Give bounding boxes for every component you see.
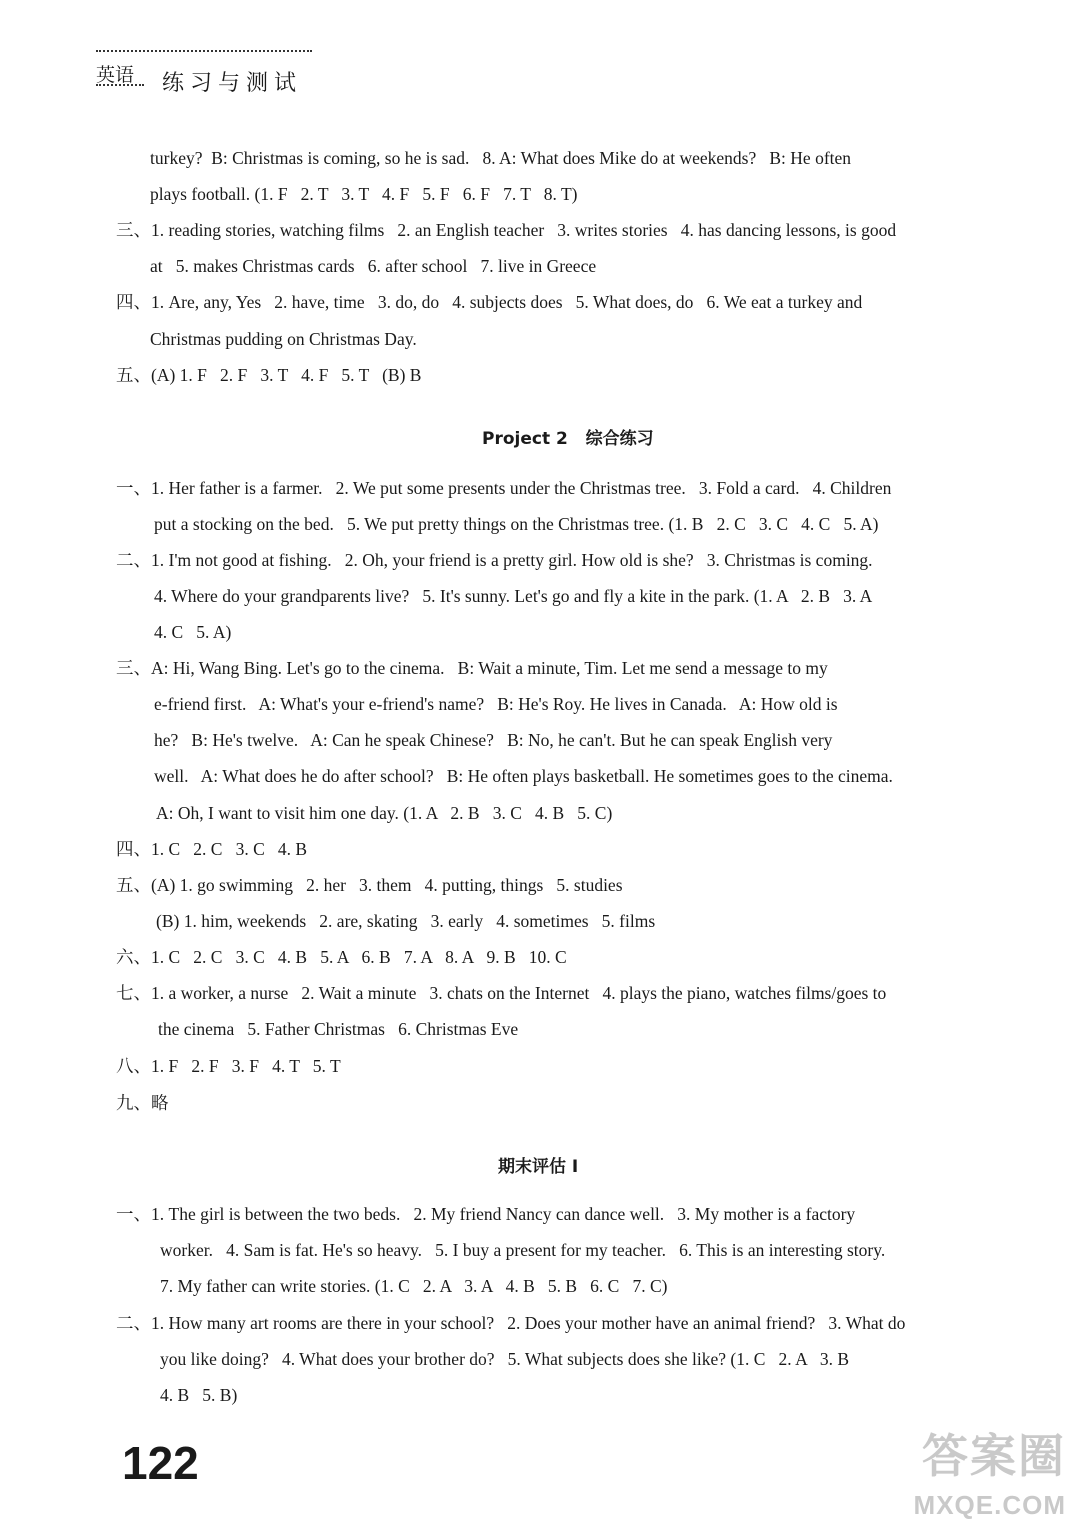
answer-line: 四、1. C 2. C 3. C 4. B bbox=[116, 839, 308, 859]
watermark-logo-text: 答案圈 bbox=[922, 1429, 1066, 1483]
section-heading-project2: Project 2 综合练习 bbox=[482, 429, 654, 449]
answer-line: Christmas pudding on Christmas Day. bbox=[150, 329, 417, 349]
header-subject-underline bbox=[96, 84, 144, 86]
answer-line: you like doing? 4. What does your brother do? 5. What subjects does she like? (1. C 2. A 3. B bbox=[160, 1349, 850, 1369]
header-title: 练习与测试 bbox=[162, 71, 303, 96]
answer-line: worker. 4. Sam is fat. He's so heavy. 5. I buy a present for my teacher. 6. This is an interesting story. bbox=[160, 1240, 886, 1260]
header-subject: 英语 bbox=[96, 64, 135, 86]
answer-line: 4. Where do your grandparents live? 5. It's sunny. Let's go and fly a kite in the park. (1. A 2. B 3. A bbox=[154, 586, 873, 606]
answer-line: 7. My father can write stories. (1. C 2. A 3. A 4. B 5. B 6. C 7. C) bbox=[160, 1276, 668, 1296]
watermark bbox=[900, 1420, 1072, 1532]
page-number: 122 bbox=[122, 1437, 199, 1489]
answer-line: 一、1. Her father is a farmer. 2. We put some presents under the Christmas tree. 3. Fold a card. 4. Children bbox=[116, 478, 892, 498]
answer-line: the cinema 5. Father Christmas 6. Christmas Eve bbox=[158, 1019, 519, 1039]
answer-line: 八、1. F 2. F 3. F 4. T 5. T bbox=[116, 1056, 341, 1076]
answer-line: 五、(A) 1. go swimming 2. her 3. them 4. putting, things 5. studies bbox=[116, 875, 623, 895]
answer-line: 七、1. a worker, a nurse 2. Wait a minute 3. chats on the Internet 4. plays the piano, watches films/goes to bbox=[116, 983, 887, 1003]
answer-line: 五、(A) 1. F 2. F 3. T 4. F 5. T (B) B bbox=[116, 365, 422, 385]
answer-line: 四、1. Are, any, Yes 2. have, time 3. do, do 4. subjects does 5. What does, do 6. We eat a turkey and bbox=[116, 292, 863, 312]
answer-line: 二、1. I'm not good at fishing. 2. Oh, your friend is a pretty girl. How old is she? 3. Christmas is coming. bbox=[116, 550, 873, 570]
answer-line: 六、1. C 2. C 3. C 4. B 5. A 6. B 7. A 8. A 9. B 10. C bbox=[116, 947, 567, 967]
header-dotted-rule bbox=[96, 50, 312, 52]
answer-line: (B) 1. him, weekends 2. are, skating 3. early 4. sometimes 5. films bbox=[156, 911, 656, 931]
answer-line: well. A: What does he do after school? B: He often plays basketball. He sometimes goes to the cinema. bbox=[154, 766, 893, 786]
answer-line: he? B: He's twelve. A: Can he speak Chinese? B: No, he can't. But he can speak English very bbox=[154, 730, 833, 750]
answer-line: 4. C 5. A) bbox=[154, 622, 232, 642]
answer-line: 4. B 5. B) bbox=[160, 1385, 238, 1405]
page-header bbox=[96, 46, 312, 96]
answer-line: turkey? B: Christmas is coming, so he is sad. 8. A: What does Mike do at weekends? B: He often bbox=[150, 148, 852, 168]
answer-line: put a stocking on the bed. 5. We put pretty things on the Christmas tree. (1. B 2. C 3. C 4. C 5. A) bbox=[154, 514, 879, 534]
answer-line: 三、A: Hi, Wang Bing. Let's go to the cinema. B: Wait a minute, Tim. Let me send a message to my bbox=[116, 658, 828, 678]
answer-line: e-friend first. A: What's your e-friend's name? B: He's Roy. He lives in Canada. A: How old is bbox=[154, 694, 838, 714]
answer-line: 一、1. The girl is between the two beds. 2. My friend Nancy can dance well. 3. My mother is a factory bbox=[116, 1204, 856, 1224]
answer-line: at 5. makes Christmas cards 6. after school 7. live in Greece bbox=[150, 256, 597, 276]
watermark-url: MXQE.COM bbox=[913, 1490, 1066, 1520]
answer-line: 二、1. How many art rooms are there in your school? 2. Does your mother have an animal friend? 3. What do bbox=[116, 1313, 906, 1333]
answer-line: 九、略 bbox=[116, 1093, 169, 1113]
answer-line: plays football. (1. F 2. T 3. T 4. F 5. F 6. F 7. T 8. T) bbox=[150, 184, 578, 204]
section-heading-final-assessment: 期末评估 I bbox=[498, 1157, 579, 1177]
answer-line: 三、1. reading stories, watching films 2. an English teacher 3. writes stories 4. has dancing lessons, is good bbox=[116, 220, 897, 240]
answer-line: A: Oh, I want to visit him one day. (1. A 2. B 3. C 4. B 5. C) bbox=[156, 803, 613, 823]
